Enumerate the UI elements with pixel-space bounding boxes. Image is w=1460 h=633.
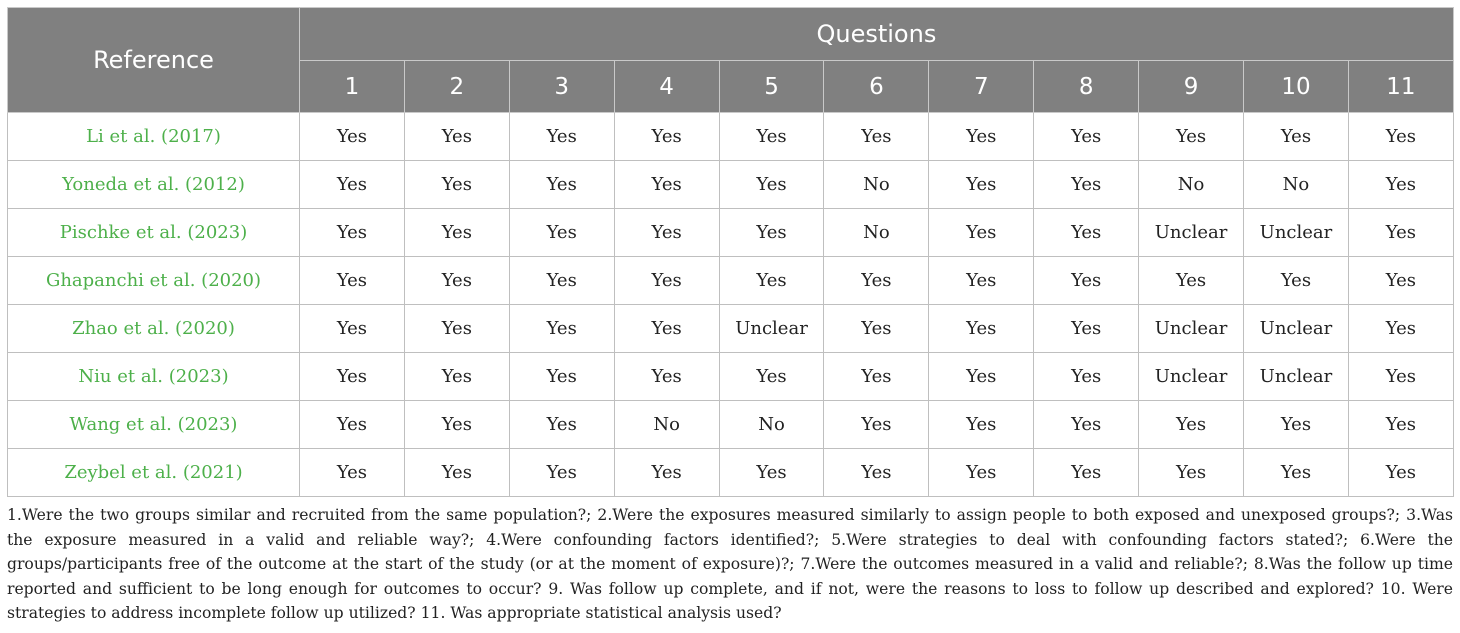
- table-body: [8, 113, 1454, 497]
- answer-cell: Yes: [929, 353, 1034, 401]
- answer-cell: Yes: [1244, 257, 1349, 305]
- answer-cell: No: [824, 161, 929, 209]
- question-number-header: 9: [1139, 61, 1244, 113]
- answer-cell: No: [614, 401, 719, 449]
- reference-link[interactable]: Yoneda et al. (2012): [8, 161, 300, 209]
- answer-cell: Unclear: [1139, 353, 1244, 401]
- answer-cell: Yes: [1034, 161, 1139, 209]
- answer-cell: No: [824, 209, 929, 257]
- question-number-header: 7: [929, 61, 1034, 113]
- answer-cell: Yes: [300, 401, 405, 449]
- answer-cell: Yes: [1348, 161, 1453, 209]
- question-number-header: 5: [719, 61, 824, 113]
- answer-cell: Yes: [404, 449, 509, 497]
- answer-cell: Yes: [824, 401, 929, 449]
- answer-cell: Yes: [1139, 401, 1244, 449]
- answer-cell: Yes: [1348, 401, 1453, 449]
- answer-cell: Unclear: [1139, 305, 1244, 353]
- answer-cell: Yes: [404, 353, 509, 401]
- answer-cell: Yes: [509, 209, 614, 257]
- answer-cell: Yes: [1348, 305, 1453, 353]
- answer-cell: Yes: [509, 449, 614, 497]
- answer-cell: Yes: [300, 113, 405, 161]
- answer-cell: Yes: [614, 257, 719, 305]
- answer-cell: Yes: [929, 305, 1034, 353]
- answer-cell: Yes: [824, 113, 929, 161]
- answer-cell: Yes: [1139, 449, 1244, 497]
- reference-column-header: Reference: [8, 8, 300, 113]
- question-number-header: 11: [1348, 61, 1453, 113]
- table-row: [8, 209, 1454, 257]
- reference-link[interactable]: Niu et al. (2023): [8, 353, 300, 401]
- answer-cell: Yes: [404, 257, 509, 305]
- answer-cell: Yes: [719, 257, 824, 305]
- table-footnote: 1.Were the two groups similar and recruited from the same population?; 2.Were the exposures measured similarly to assign people to both exposed and unexposed groups?; 3.Was the exposure measured in a valid and reliable way?; 4.Were confounding factors identified?; 5.Were strategies to deal with confounding factors stated?; 6.Were the groups/participants free of the outcome at the start of the study (or at the moment of exposure)?; 7.Were the outcomes measured in a valid and reliable?; 8.Was the follow up time reported and sufficient to be long enough for outcomes to occur? 9. Was follow up complete, and if not, were the reasons to loss to follow up described and explored? 10. Were strategies to address incomplete follow up utilized? 11. Was appropriate statistical analysis used?: [7, 506, 1453, 622]
- table-row: [8, 353, 1454, 401]
- answer-cell: Yes: [1244, 401, 1349, 449]
- question-number-header: 10: [1244, 61, 1349, 113]
- answer-cell: Yes: [509, 161, 614, 209]
- answer-cell: Yes: [824, 257, 929, 305]
- reference-link[interactable]: Li et al. (2017): [8, 113, 300, 161]
- answer-cell: Yes: [300, 305, 405, 353]
- answer-cell: Unclear: [1244, 305, 1349, 353]
- question-number-header: 1: [300, 61, 405, 113]
- reference-link[interactable]: Pischke et al. (2023): [8, 209, 300, 257]
- reference-link[interactable]: Zeybel et al. (2021): [8, 449, 300, 497]
- answer-cell: Yes: [300, 449, 405, 497]
- answer-cell: Yes: [614, 305, 719, 353]
- answer-cell: Yes: [1244, 449, 1349, 497]
- answer-cell: Yes: [929, 449, 1034, 497]
- quality-assessment-table: [7, 7, 1454, 497]
- answer-cell: Yes: [719, 353, 824, 401]
- answer-cell: Yes: [1034, 401, 1139, 449]
- answer-cell: Yes: [719, 209, 824, 257]
- answer-cell: Yes: [509, 305, 614, 353]
- answer-cell: Yes: [929, 209, 1034, 257]
- table-row: [8, 257, 1454, 305]
- answer-cell: Yes: [1348, 113, 1453, 161]
- answer-cell: No: [719, 401, 824, 449]
- answer-cell: Yes: [300, 353, 405, 401]
- answer-cell: Yes: [509, 401, 614, 449]
- table-row: [8, 113, 1454, 161]
- answer-cell: Yes: [509, 113, 614, 161]
- answer-cell: Unclear: [719, 305, 824, 353]
- answer-cell: Yes: [1034, 113, 1139, 161]
- table-row: [8, 305, 1454, 353]
- answer-cell: Yes: [1139, 113, 1244, 161]
- answer-cell: Yes: [1348, 449, 1453, 497]
- answer-cell: Yes: [929, 161, 1034, 209]
- answer-cell: Yes: [614, 353, 719, 401]
- reference-link[interactable]: Zhao et al. (2020): [8, 305, 300, 353]
- answer-cell: Yes: [1034, 353, 1139, 401]
- answer-cell: Yes: [824, 305, 929, 353]
- answer-cell: Yes: [404, 401, 509, 449]
- question-number-header: 6: [824, 61, 929, 113]
- answer-cell: Yes: [614, 209, 719, 257]
- answer-cell: Yes: [824, 353, 929, 401]
- answer-cell: Yes: [719, 449, 824, 497]
- table-header: [8, 8, 1454, 113]
- answer-cell: Yes: [300, 257, 405, 305]
- answer-cell: Unclear: [1244, 209, 1349, 257]
- answer-cell: No: [1139, 161, 1244, 209]
- question-number-header: 4: [614, 61, 719, 113]
- quality-assessment-table-container: [7, 7, 1453, 497]
- answer-cell: Yes: [509, 257, 614, 305]
- answer-cell: Yes: [404, 161, 509, 209]
- answer-cell: Yes: [614, 449, 719, 497]
- reference-link[interactable]: Ghapanchi et al. (2020): [8, 257, 300, 305]
- answer-cell: Yes: [1139, 257, 1244, 305]
- question-number-header: 3: [509, 61, 614, 113]
- question-number-header: 8: [1034, 61, 1139, 113]
- answer-cell: Yes: [1348, 209, 1453, 257]
- answer-cell: Yes: [614, 113, 719, 161]
- question-number-header: 2: [404, 61, 509, 113]
- answer-cell: Yes: [929, 113, 1034, 161]
- answer-cell: Yes: [929, 401, 1034, 449]
- questions-group-header: Questions: [300, 8, 1454, 61]
- answer-cell: Yes: [1034, 449, 1139, 497]
- table-row: [8, 161, 1454, 209]
- answer-cell: Yes: [404, 305, 509, 353]
- answer-cell: Yes: [1348, 257, 1453, 305]
- answer-cell: Yes: [1034, 209, 1139, 257]
- table-row: [8, 449, 1454, 497]
- answer-cell: Yes: [404, 209, 509, 257]
- answer-cell: Yes: [719, 113, 824, 161]
- answer-cell: Yes: [509, 353, 614, 401]
- answer-cell: Yes: [824, 449, 929, 497]
- answer-cell: Yes: [1034, 305, 1139, 353]
- answer-cell: Yes: [300, 161, 405, 209]
- answer-cell: Unclear: [1244, 353, 1349, 401]
- answer-cell: Yes: [300, 209, 405, 257]
- answer-cell: No: [1244, 161, 1349, 209]
- answer-cell: Yes: [614, 161, 719, 209]
- table-row: [8, 401, 1454, 449]
- answer-cell: Unclear: [1139, 209, 1244, 257]
- reference-link[interactable]: Wang et al. (2023): [8, 401, 300, 449]
- answer-cell: Yes: [404, 113, 509, 161]
- answer-cell: Yes: [929, 257, 1034, 305]
- answer-cell: Yes: [1244, 113, 1349, 161]
- answer-cell: Yes: [1348, 353, 1453, 401]
- answer-cell: Yes: [1034, 257, 1139, 305]
- answer-cell: Yes: [719, 161, 824, 209]
